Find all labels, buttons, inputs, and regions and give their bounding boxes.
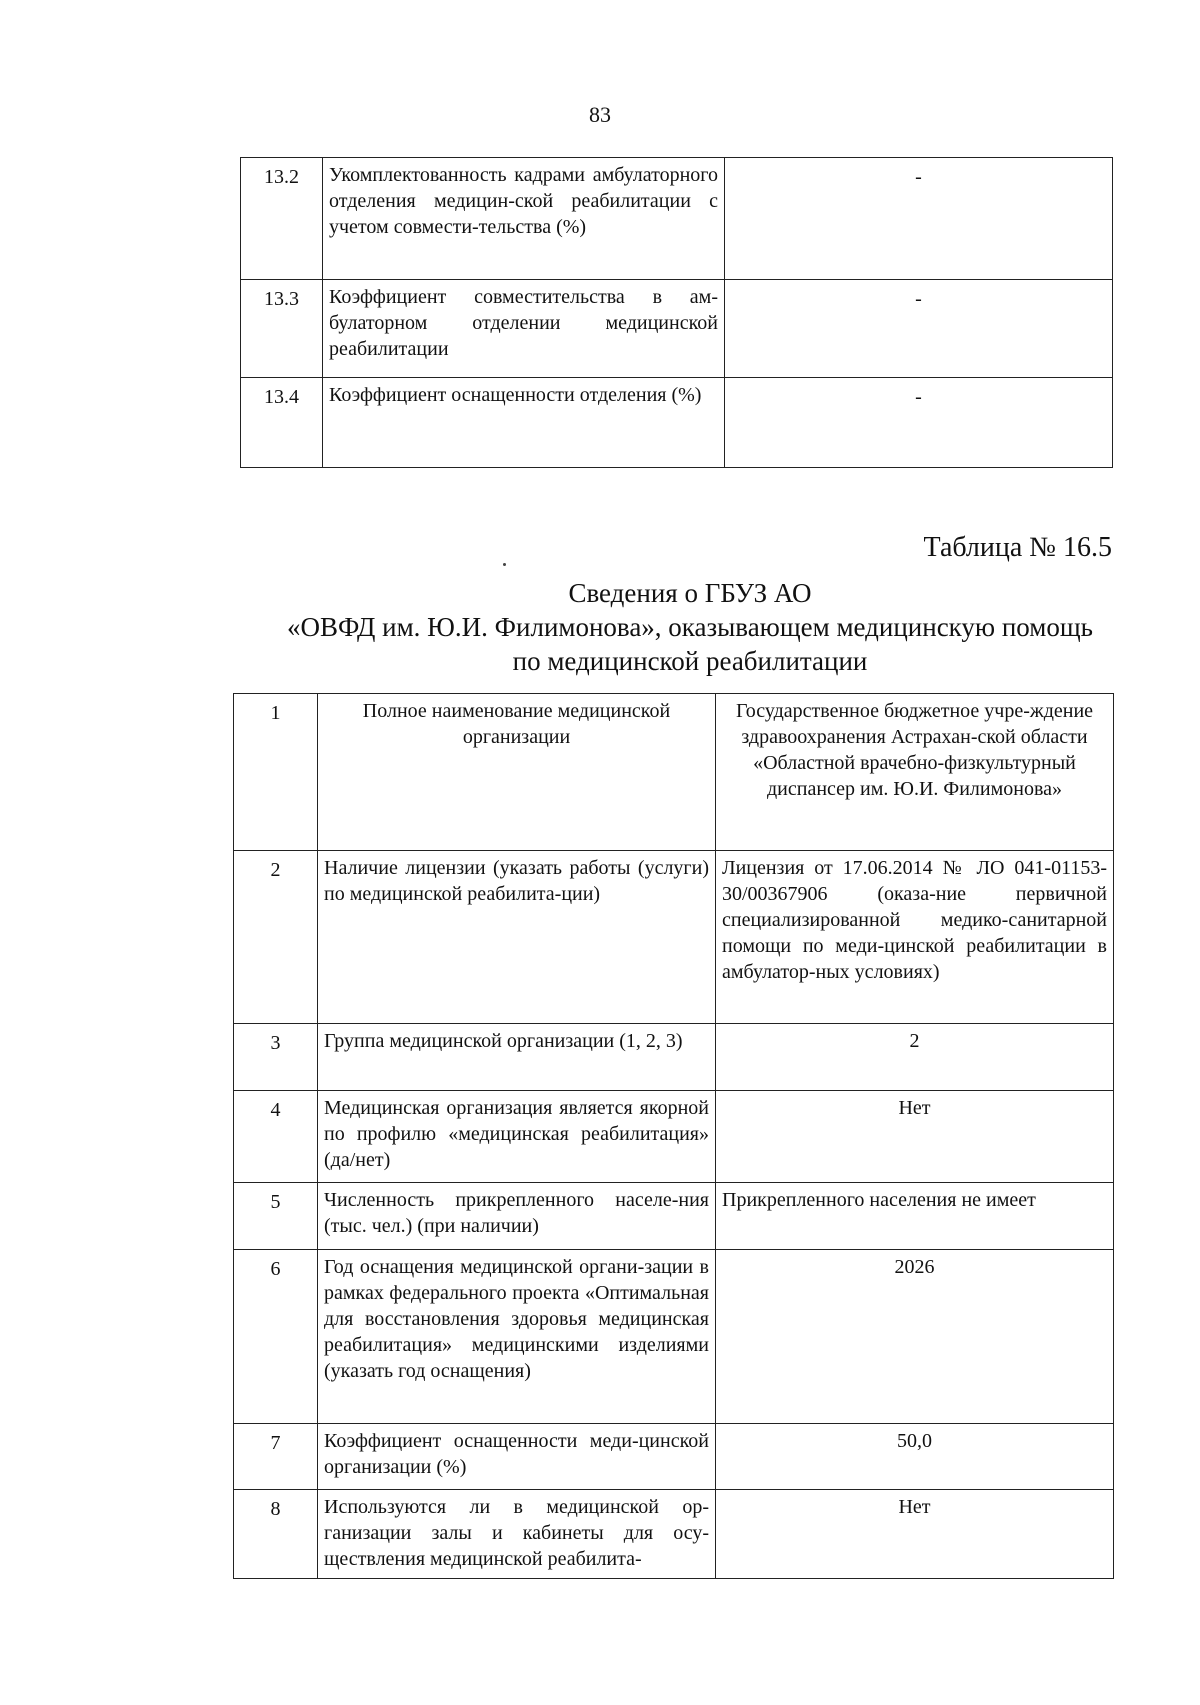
- row-label: Медицинская организация является якорной по профилю «медицинская реабилитация» (да/нет): [318, 1091, 716, 1183]
- row-label: Коэффициент совместительства в ам-булаторном отделении медицинской реабилитации: [323, 280, 725, 378]
- table-row: [241, 158, 1113, 280]
- row-label: Коэффициент оснащенности меди-цинской организации (%): [318, 1424, 716, 1490]
- row-label: Группа медицинской организации (1, 2, 3): [318, 1024, 716, 1091]
- row-value: Лицензия от 17.06.2014 № ЛО 041-01153-30/00367906 (оказа-ние первичной специализированной медико-санитарной помощи по меди-цинской реабилитации в амбулатор-ных условиях): [716, 851, 1114, 1024]
- row-number: 5: [234, 1183, 318, 1250]
- row-value: Нет: [716, 1091, 1114, 1183]
- table-row: [241, 280, 1113, 378]
- table-number: Таблица № 16.5: [923, 532, 1112, 563]
- row-number: 4: [234, 1091, 318, 1183]
- indicators-table: [240, 157, 1113, 468]
- table-title-line: по медицинской реабилитации: [512, 646, 868, 676]
- scan-speck: [503, 563, 506, 566]
- organization-info-table: [233, 693, 1114, 1579]
- row-number: 13.2: [241, 158, 323, 280]
- row-number: 3: [234, 1024, 318, 1091]
- row-value: 2026: [716, 1250, 1114, 1424]
- row-label: Используются ли в медицинской ор-ганизации залы и кабинеты для осу-ществления медицинской реабилита-: [318, 1490, 716, 1579]
- row-label: Численность прикрепленного населе-ния (тыс. чел.) (при наличии): [318, 1183, 716, 1250]
- value-dash: -: [915, 386, 922, 408]
- row-value: Прикрепленного населения не имеет: [716, 1183, 1114, 1250]
- row-label: Полное наименование медицинской организации: [318, 694, 716, 851]
- row-value: Нет: [716, 1490, 1114, 1579]
- row-label: Наличие лицензии (указать работы (услуги) по медицинской реабилита-ции): [318, 851, 716, 1024]
- page-number: 83: [589, 102, 611, 127]
- table-row: [234, 1250, 1114, 1424]
- table-row: [234, 1183, 1114, 1250]
- table-row: [241, 378, 1113, 468]
- table-row: [234, 1024, 1114, 1091]
- table-title-line: «ОВФД им. Ю.И. Филимонова», оказывающем медицинскую помощь: [287, 612, 1093, 642]
- row-label: Укомплектованность кадрами амбулаторного отделения медицин-ской реабилитации с учетом совмести-тельства (%): [323, 158, 725, 280]
- table-row: [234, 694, 1114, 851]
- table-row: [234, 851, 1114, 1024]
- table-title-line: Сведения о ГБУЗ АО: [568, 578, 812, 608]
- value-dash: -: [915, 166, 922, 188]
- row-label: Коэффициент оснащенности отделения (%): [323, 378, 725, 468]
- row-number: 1: [234, 694, 318, 851]
- row-number: 6: [234, 1250, 318, 1424]
- row-value: Государственное бюджетное учре-ждение здравоохранения Астрахан-ской области «Областной врачебно-физкультурный диспансер им. Ю.И. Филимонова»: [716, 694, 1114, 851]
- table-row: [234, 1490, 1114, 1579]
- row-number: 7: [234, 1424, 318, 1490]
- table-title: [120, 576, 1200, 678]
- row-value: [725, 280, 1113, 378]
- row-number: 13.4: [241, 378, 323, 468]
- row-value: [725, 158, 1113, 280]
- row-value: [725, 378, 1113, 468]
- row-number: 8: [234, 1490, 318, 1579]
- row-value: 50,0: [716, 1424, 1114, 1490]
- row-value: 2: [716, 1024, 1114, 1091]
- row-label: Год оснащения медицинской органи-зации в рамках федерального проекта «Оптимальная для восстановления здоровья медицинская реабилитация» медицинскими изделиями (указать год оснащения): [318, 1250, 716, 1424]
- table-row: [234, 1424, 1114, 1490]
- row-number: 13.3: [241, 280, 323, 378]
- value-dash: -: [915, 288, 922, 310]
- row-number: 2: [234, 851, 318, 1024]
- table-row: [234, 1091, 1114, 1183]
